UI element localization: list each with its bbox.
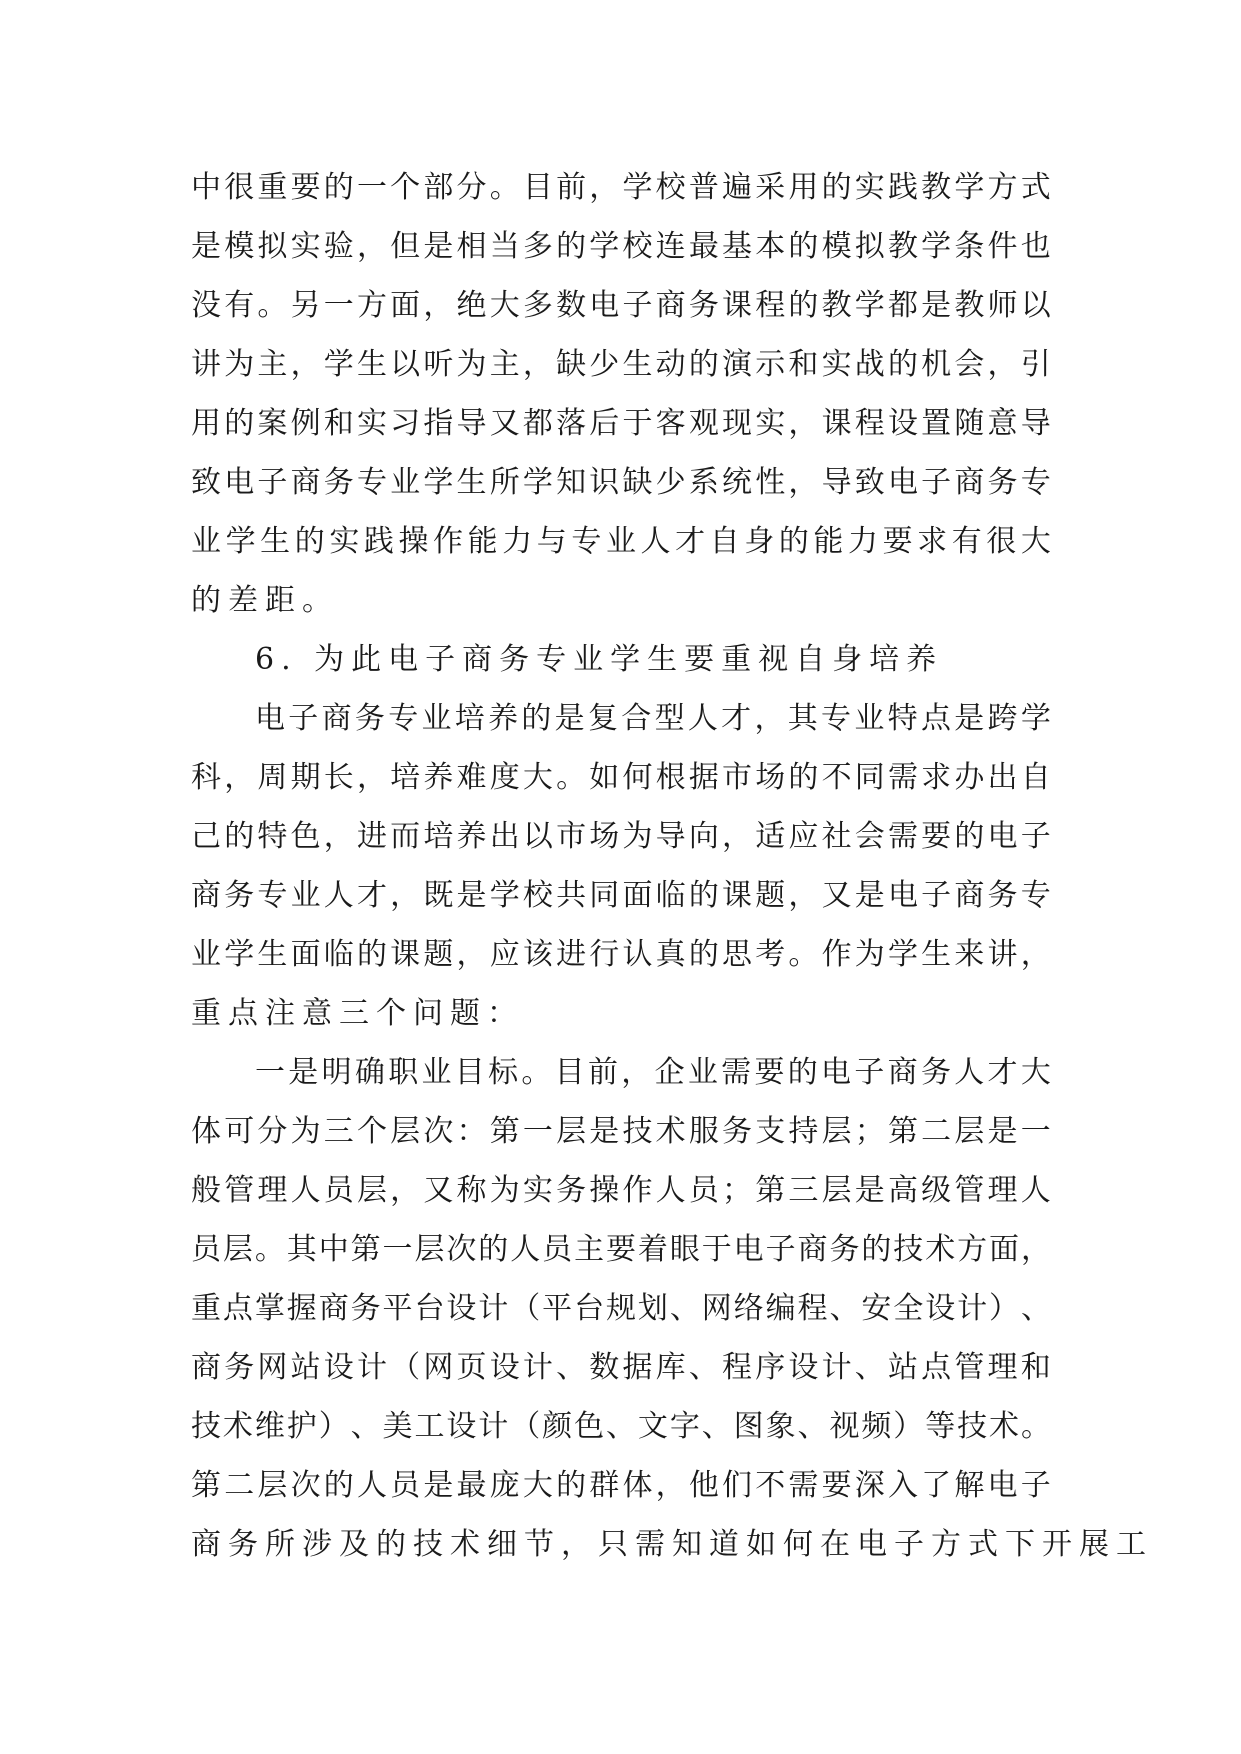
text-line: 般 管 理 人 员 层 ， 又 称 为 实 务 操 作 人 员 ； 第 三 层 是 高 级 管 理 人 — [191, 1173, 1051, 1208]
text-line: 商 务 专 业 人 才 ， 既 是 学 校 共 同 面 临 的 课 题 ， 又 是 电 子 商 务 专 — [191, 878, 1051, 913]
text-line: 商务所涉及的技术细节，只需知道如何在电子方式下开展工 — [191, 1527, 1153, 1562]
text-line: 用 的 案 例 和 实 习 指 导 又 都 落 后 于 客 观 现 实 ， 课 程 设 置 随 意 导 — [191, 406, 1051, 441]
text-line: 没 有 。 另 一 方 面 ， 绝 大 多 数 电 子 商 务 课 程 的 教 学 都 是 教 师 以 — [191, 288, 1051, 323]
text-line: 中 很 重 要 的 一 个 部 分 。 目 前 ， 学 校 普 遍 采 用 的 实 践 教 学 方 式 — [191, 170, 1051, 205]
text-line: 体 可 分 为 三 个 层 次 ： 第 一 层 是 技 术 服 务 支 持 层 ； 第 二 层 是 一 — [191, 1114, 1051, 1149]
text-line: 是 模 拟 实 验 ， 但 是 相 当 多 的 学 校 连 最 基 本 的 模 拟 教 学 条 件 也 — [191, 229, 1051, 264]
text-line: 重点注意三个问题： — [191, 996, 524, 1031]
text-line: 电 子 商 务 专 业 培 养 的 是 复 合 型 人 才 ， 其 专 业 特 点 是 跨 学 — [255, 701, 1051, 736]
document-body — [191, 158, 1153, 1574]
text-line: 致 电 子 商 务 专 业 学 生 所 学 知 识 缺 少 系 统 性 ， 导 致 电 子 商 务 专 — [191, 465, 1051, 500]
text-line: 重 点 掌 握 商 务 平 台 设 计 （ 平 台 规 划 、 网 络 编 程 、 安 全 设 计 ） 、 — [191, 1291, 1051, 1326]
text-line: 的差距。 — [191, 583, 339, 618]
text-line: 员 层 。 其 中 第 一 层 次 的 人 员 主 要 着 眼 于 电 子 商 务 的 技 术 方 面 ， — [191, 1232, 1051, 1267]
text-line: 讲 为 主 ， 学 生 以 听 为 主 ， 缺 少 生 动 的 演 示 和 实 战 的 机 会 ， 引 — [191, 347, 1051, 382]
text-line: 商 务 网 站 设 计 （ 网 页 设 计 、 数 据 库 、 程 序 设 计 、 站 点 管 理 和 — [191, 1350, 1051, 1385]
paragraph-p2 — [191, 689, 1051, 1043]
text-line: 第 二 层 次 的 人 员 是 最 庞 大 的 群 体 ， 他 们 不 需 要 深 入 了 解 电 子 — [191, 1468, 1051, 1503]
text-line: 己 的 特 色 ， 进 而 培 养 出 以 市 场 为 导 向 ， 适 应 社 会 需 要 的 电 子 — [191, 819, 1051, 854]
text-line: 一 是 明 确 职 业 目 标 。 目 前 ， 企 业 需 要 的 电 子 商 务 人 才 大 — [255, 1055, 1051, 1090]
text-line: 业 学 生 面 临 的 课 题 ， 应 该 进 行 认 真 的 思 考 。 作 为 学 生 来 讲 ， — [191, 937, 1051, 972]
paragraph-p3 — [191, 1043, 1153, 1574]
text-line: 科 ， 周 期 长 ， 培 养 难 度 大 。 如 何 根 据 市 场 的 不 同 需 求 办 出 自 — [191, 760, 1051, 795]
paragraph-p1 — [191, 158, 1051, 630]
text-line: 技 术 维 护 ） 、 美 工 设 计 （ 颜 色 、 文 字 、 图 象 、 视 频 ） 等 技 术 。 — [191, 1409, 1051, 1444]
text-line: 6. 为此电子商务专业学生要重视自身培养 — [255, 642, 944, 677]
text-line: 业 学 生 的 实 践 操 作 能 力 与 专 业 人 才 自 身 的 能 力 要 求 有 很 大 — [191, 524, 1051, 559]
paragraph-heading6 — [191, 630, 1051, 689]
